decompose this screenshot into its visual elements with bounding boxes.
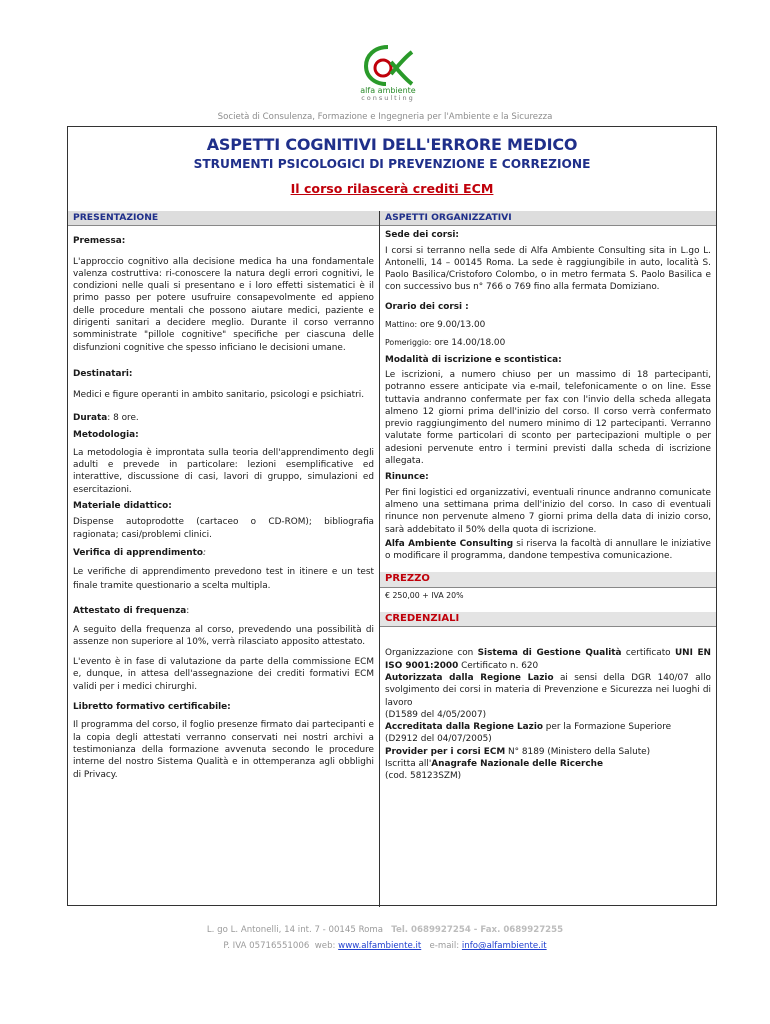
- rinunce-text: Per fini logistici ed organizzativi, eventuali rinunce andranno comunicate almeno una settimana prima dell'inizio del corso. In caso di eventuali rinunce non pervenute almeno 7 giorni prima della data di inizio corso, sarà addebitato il 50% della quota di iscrizione.: [385, 487, 711, 535]
- attestato-text: A seguito della frequenza al corso, prevedendo una possibilità di assenze non superiore al 10%, verrà rilasciato apposito attestato.: [73, 624, 374, 647]
- cred-acc-text: per la Formazione Superiore: [542, 722, 672, 733]
- credenziali-block: [380, 647, 716, 782]
- presentazione-header: PRESENTAZIONE: [68, 211, 379, 226]
- annullamento-text: [385, 538, 711, 563]
- premessa-text: L'approccio cognitivo alla decisione medica ha una fondamentale valenza costruttiva: ri-conoscere la natura degli errori cognitivi, le condizioni nelle quali si presentano e i loro effetti sistematici è il primo passo per potere usufruire consapevolmente ed appieno delle procedure mentali che possono aiutare medici, paziente e dirigenti sanitari a decidere meglio. Durante il corso verranno somministrate "pillole cognitive" specifiche per ciascuna delle disfunzioni cognitive che spesso inficiano le decisioni umane.: [73, 256, 374, 353]
- verifica-text: Le verifiche di apprendimento prevedono test in itinere e un test finale tramite questionario a scelta multipla.: [73, 567, 374, 592]
- materiale-text: Dispense autoprodotte (cartaceo o CD-ROM); bibliografia ragionata; casi/problemi clinici.: [73, 517, 374, 540]
- mattino-value: ore 9.00/13.00: [419, 320, 486, 331]
- cred-provider: [385, 746, 711, 758]
- footer-email-label: e-mail:: [429, 941, 460, 951]
- cred-certn: Certificato n. 620: [458, 660, 539, 671]
- materiale-label: Materiale didattico:: [73, 501, 172, 512]
- cred-autorizzata: [385, 672, 711, 709]
- footer-piva: P. IVA 05716551006: [223, 941, 310, 951]
- verifica-label: Verifica di apprendimento: [73, 547, 203, 558]
- destinatari-label: Destinatari:: [73, 368, 133, 379]
- sede-label: Sede dei corsi:: [385, 230, 459, 241]
- iscrizione-text: Le iscrizioni, a numero chiuso per un massimo di 18 partecipanti, potranno essere anticipate via e-mail, telefonicamente o on line. Esse tuttavia andranno confermate per fax con l'invio della scheda allegata almeno 12 giorni prima dell'inizio del corso. Il corso verrà confermato previo raggiungimento del numero minimo di 12 partecipanti. Verranno valutate forme particolari di sconto per partecipazioni multiple o per adesioni pervenute entro i termini previsti dalla scheda di iscrizione allegata.: [385, 369, 711, 467]
- left-column: [68, 211, 379, 781]
- footer-email-link[interactable]: info@alfambiente.it: [461, 941, 547, 951]
- metodologia-text: La metodologia è improntata sulla teoria dell'apprendimento degli adulti e prevede in particolare: lezioni esemplificative ed interattive, discussione di casi, lavori di gruppo, simulazioni ed esercitazioni.: [73, 447, 374, 495]
- logo-sub: consulting: [361, 94, 415, 102]
- prezzo-header: PREZZO: [380, 572, 716, 587]
- durata-value: : 8 ore.: [107, 413, 139, 424]
- mattino-label: Mattino:: [385, 320, 418, 330]
- attestato-label: Attestato di frequenza: [73, 606, 187, 617]
- premessa-label: Premessa:: [73, 236, 126, 247]
- cred-d2: (D2912 del 04/07/2005): [385, 734, 492, 745]
- logo-brand: alfa ambiente: [360, 86, 416, 95]
- cred-anag: Anagrafe Nazionale delle Ricerche: [431, 758, 604, 769]
- credenziali-header: CREDENZIALI: [380, 612, 716, 627]
- cred-cod: (cod. 58123SZM): [385, 771, 462, 782]
- pomeriggio-label: Pomeriggio:: [385, 338, 432, 348]
- attestato-colon: :: [186, 606, 190, 617]
- cred-cert: certificato: [621, 648, 675, 659]
- alfa-name: Alfa Ambiente Consulting: [385, 538, 514, 549]
- annullamento-detail: si riserva la facoltà di annullare le iniziative o modificare il programma, dandone tempestiva comunicazione.: [385, 538, 711, 562]
- cred-uni: UNI EN ISO 9001:2000: [385, 648, 711, 671]
- pomeriggio-value: ore 14.00/18.00: [434, 338, 506, 349]
- course-sheet: [67, 126, 717, 906]
- prezzo-value: € 250,00 + IVA 20%: [385, 590, 464, 600]
- cred-qualita: [385, 647, 711, 672]
- footer-web-label: web:: [314, 941, 336, 951]
- rinunce-label: Rinunce:: [385, 472, 429, 483]
- cred-sistema: Sistema di Gestione Qualità: [477, 648, 622, 659]
- course-title: ASPETTI COGNITIVI DELL'ERRORE MEDICO: [206, 135, 578, 154]
- cred-accreditata: [385, 721, 711, 733]
- orario-label: Orario dei corsi :: [385, 301, 469, 312]
- footer-contacts-line: [0, 941, 770, 951]
- verifica-colon: :: [202, 547, 206, 558]
- footer-address: L. go L. Antonelli, 14 int. 7 - 00145 Roma: [206, 925, 384, 935]
- footer-tel: Tel. 0689927254 - Fax. 0689927255: [391, 925, 564, 935]
- cred-anagrafe: [385, 758, 711, 770]
- libretto-text: Il programma del corso, il foglio presenze firmato dai partecipanti e la copia degli attestati verranno conservati nei nostri archivi a testimonianza della formazione avvenuta secondo le procedure interne del nostro Sistema Qualità e in ottemperanza agli obblighi di Privacy.: [73, 720, 374, 780]
- cred-prov-text: N° 8189 (Ministero della Salute): [505, 746, 651, 757]
- cred-aut-text: ai sensi della DGR 140/07 allo svolgimento dei corsi in materia di Prevenzione e Sicurezza nei luoghi di lavoro: [385, 672, 711, 708]
- right-column: [380, 211, 716, 783]
- footer-address-line: [0, 925, 770, 935]
- cred-org: Organizzazione con: [385, 648, 478, 659]
- cred-aut: Autorizzata dalla Regione Lazio: [385, 672, 554, 683]
- course-credits: Il corso rilascerà crediti ECM: [290, 181, 494, 196]
- cred-prov: Provider per i corsi ECM: [385, 746, 506, 757]
- company-logo: [358, 44, 418, 108]
- aspetti-organizzativi-header: ASPETTI ORGANIZZATIVI: [380, 211, 716, 226]
- iscrizione-label: Modalità di iscrizione e scontistica:: [385, 354, 562, 365]
- attestato-text-ecm: L'evento è in fase di valutazione da parte della commissione ECM e, dunque, in attesa dell'assegnazione dei crediti formativi ECM validi per i medici chirurghi.: [73, 657, 374, 692]
- course-header: [68, 127, 716, 207]
- destinatari-text: Medici e figure operanti in ambito sanitario, psicologi e psichiatri.: [73, 390, 365, 401]
- sede-text: I corsi si terranno nella sede di Alfa Ambiente Consulting sita in L.go L. Antonelli, 14 – 00145 Roma. La sede è raggiungibile in auto, località S. Paolo Basilica/Cristoforo Colombo, o in metro fermata S. Paolo Basilica e con successivo bus n° 766 o 769 fino alla fermata Domiziano.: [385, 245, 711, 293]
- libretto-label: Libretto formativo certificabile:: [73, 702, 231, 713]
- course-subtitle: STRUMENTI PSICOLOGICI DI PREVENZIONE E CORREZIONE: [193, 157, 591, 171]
- durata-label: Durata: [73, 413, 108, 424]
- alfa-logo-icon: [358, 44, 418, 88]
- metodologia-label: Metodologia:: [73, 429, 139, 440]
- footer-web-link[interactable]: www.alfambiente.it: [338, 941, 422, 951]
- cred-acc: Accreditata dalla Regione Lazio: [385, 722, 543, 733]
- cred-d1: (D1589 del 4/05/2007): [385, 709, 487, 720]
- cred-iscr: Iscritta all': [385, 758, 432, 769]
- company-tagline: Società di Consulenza, Formazione e Ingegneria per l'Ambiente e la Sicurezza: [217, 112, 553, 122]
